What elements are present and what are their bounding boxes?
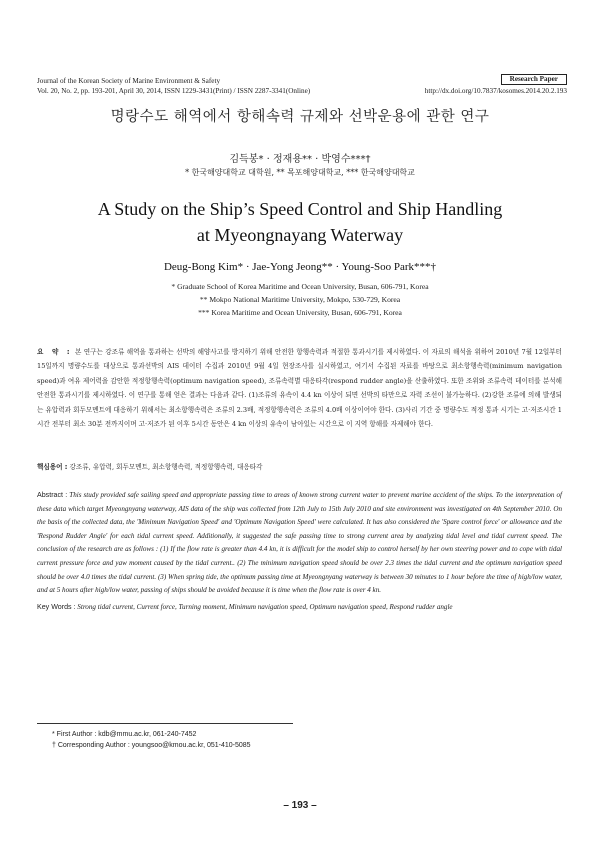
journal-citation-line: [37, 86, 567, 96]
english-keywords-text: Strong tidal current, Current force, Turning moment, Minimum navigation speed, Optimum navigation speed, Respond rudder angle: [77, 603, 453, 611]
english-abstract-label: Abstract :: [37, 491, 68, 499]
footnote-divider: [37, 723, 293, 724]
corresponding-author-footnote: † Corresponding Author : youngsoo@kmou.ac.kr, 051-410-5085: [52, 742, 251, 749]
korean-keywords-label: 핵심용어 :: [37, 463, 68, 471]
english-title: [0, 196, 600, 248]
page-number: – 193 –: [283, 800, 317, 811]
english-keywords-label: Key Words :: [37, 603, 76, 611]
english-abstract: [37, 489, 562, 598]
affiliation-3: *** Korea Maritime and Ocean University, Busan, 606-791, Korea: [198, 307, 402, 317]
journal-doi-link[interactable]: http://dx.doi.org/10.7837/kosomes.2014.20.2.193: [424, 87, 567, 95]
journal-header: [37, 76, 567, 96]
journal-name: Journal of the Korean Society of Marine Environment & Safety: [37, 77, 221, 85]
korean-title: 명랑수도 해역에서 항해속력 규제와 선박운용에 관한 연구: [110, 109, 490, 125]
first-author-footnote: * First Author : kdb@mmu.ac.kr, 061-240-7452: [52, 731, 197, 738]
journal-citation: Vol. 20, No. 2, pp. 193-201, April 30, 2014, ISSN 1229-3431(Print) / ISSN 2287-3341(Online): [37, 87, 311, 95]
korean-authors: 김득봉* · 정재용** · 박영수***†: [229, 154, 371, 165]
research-paper-badge: Research Paper: [501, 74, 567, 85]
english-abstract-text: This study provided safe sailing speed and appropriate passing time to areas of known strong current water to prevent marine accident of the ships. To the interpretation of these data which target Myeongnyang waterway, AIS data of the ship was collected from 12th July to 15th July 2010 and site environment was investigated on 4th September 2010. On the basis of the collected data, the 'Minimum Navigation Speed' and 'Optimum Navigation Speed' were calculated. It has also considered the 'Spare control force' or allowance and the 'Respond Rudder Angle' for each tidal current speed. Additionally, it suggested the safe passing time to strong current area by analyzing tidal level and tidal current speed. The conclusion of the research are as follows : (1) If the flow rate is greater than 4.4 kn, it is difficult for the model ship to control herself by her own steering power and to cope with tidal current pressure force and yaw moment caused by the tidal current.. (2) The minimum navigation speed should be over 2.3 times the tidal current and the optimum navigation speed should be over 4.0 times the tidal current. (3) When spring tide, the optimum passing time at Myeongnyang waterway is between 30 minutes to 1 hour before the time of high/low water, and at 5 hours after high/low water, passing of ships should be avoided because it is time when the flow rate is over 4 kn.: [37, 491, 563, 595]
english-title-line-2: at Myeongnayang Waterway: [196, 225, 404, 245]
korean-keywords-text: 강조류, 유압력, 회두모멘트, 최소항행속력, 적정항행속력, 대응타각: [69, 463, 263, 471]
affiliation-1: * Graduate School of Korea Maritime and Ocean University, Busan, 606-791, Korea: [171, 282, 429, 291]
english-authors: Deug-Bong Kim* · Jae-Yong Jeong** · Young-Soo Park***†: [163, 261, 437, 273]
korean-abstract-text: 본 연구는 강조류 해역을 통과하는 선박의 해양사고를 방지하기 위해 안전한 항행속력과 적절한 통과시기를 제시하였다. 이 자료의 해석을 위하여 2010년 7월 12일부터 15일까지 명량수도를 대상으로 통과선박의 AIS 데이터 수집과 2010년 9월 4일 현장조사를 실시하였고, 여기서 수집된 자료를 바탕으로 최소항행속력(minimum navigation speed)과 여유 제어력을 감안한 적정항행속력(optimum navigation speed), 조류속력별 대응타각(respond rudder angle)을 산출하였다. 또한 조위와 조류속력 데이터를 분석해 안전한 통과시기를 제시하였다. 이 연구를 통해 얻은 결과는 다음과 같다. (1)조류의 유속이 4.4 kn 이상이 되면 선박의 타만으로 자력 조선이 불가능하다. (2)강한 조류에 의해 발생되는 유압력과 회두모멘트에 대응하기 위해서는 최소항행속력은 조류의 2.3배, 적정항행속력은 조류의 4.0배 이상이어야 한다. (3)사리 기간 중 명량수도 적정 통과 시기는 고·저조시간 1시간 전부터 최소 30분 전까지이며 고·저조가 된 이후 5시간 동안은 4 kn 이상의 유속이 남아있는 시간으로 이 지역 항해를 자제해야 한다.: [37, 348, 563, 429]
korean-abstract-label: 요 약 :: [37, 348, 73, 356]
korean-keywords: [37, 461, 562, 471]
korean-affiliations: * 한국해양대학교 대학원, ** 목포해양대학교, *** 한국해양대학교: [185, 168, 415, 177]
english-keywords: [37, 603, 562, 611]
affiliation-2: ** Mokpo National Maritime University, Mokpo, 530-729, Korea: [199, 294, 401, 304]
english-title-line-1: A Study on the Ship’s Speed Control and Ship Handling: [97, 199, 503, 219]
korean-abstract: [37, 345, 562, 431]
footnotes: [52, 729, 251, 751]
english-affiliations: [0, 281, 600, 319]
